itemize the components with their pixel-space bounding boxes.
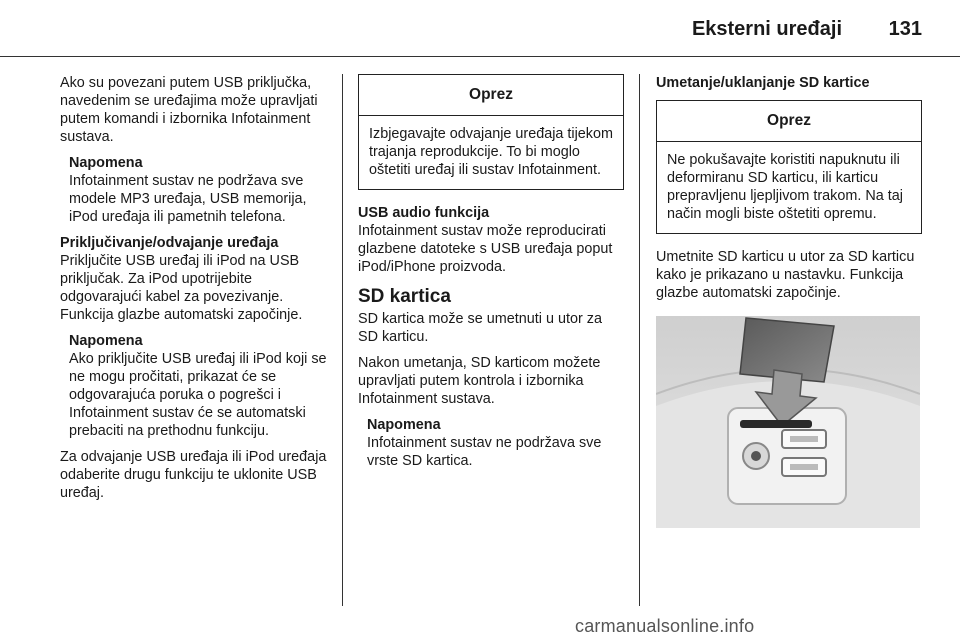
sd-paragraph: SD kartica može se umetnuti u utor za SD karticu. (358, 311, 602, 345)
column-divider (639, 74, 640, 606)
note-text: Ako priključite USB uređaj ili iPod koji se ne mogu pročitati, prikazat će se odgovarajuća poruka o pogrešci i Infotainment sustav će se automatski prebaciti na prethodnu funkciju. (69, 351, 327, 439)
note-text: Infotainment sustav ne podržava sve modele MP3 uređaja, USB memorija, iPod uređaja ili pametnih telefona. (69, 173, 307, 225)
page-title: Eksterni uređaji (691, 18, 842, 40)
note-block (60, 332, 332, 440)
note-title: Napomena (367, 417, 441, 433)
insert-paragraph: Umetnite SD karticu u utor za SD karticu kako je prikazano u nastavku. Funkcija glazbe automatski započinje. (656, 249, 915, 301)
caution-text: Izbjegavajte odvajanje uređaja tijekom trajanja reprodukcije. To bi moglo oštetiti uređaj ili sustav Infotainment. (369, 126, 613, 178)
subheading-sd-insert: Umetanje/uklanjanje SD kartice (656, 75, 870, 91)
sd-card-slot-illustration (656, 316, 920, 528)
column-left (60, 74, 332, 510)
column-divider (342, 74, 343, 606)
usb-paragraph: Infotainment sustav može reproducirati glazbene datoteke s USB uređaja poput iPod/iPhone proizvoda. (358, 223, 613, 275)
caution-title: Oprez (359, 75, 623, 116)
subheading-connect: Priključivanje/odvajanje uređaja (60, 235, 279, 251)
footer-watermark: carmanualsonline.info (575, 616, 755, 636)
caution-text: Ne pokušavajte koristiti napuknutu ili deformiranu SD karticu, ili karticu prepravljenu ljepljivom trakom. Na taj način mogli biste oštetiti opremu. (667, 152, 903, 222)
connect-paragraph: Priključite USB uređaj ili iPod na USB priključak. Za iPod upotrijebite odgovarajući kabel za povezivanje. Funkcija glazbe automatski započinje. (60, 253, 303, 323)
note-block (60, 154, 332, 226)
column-middle (358, 74, 624, 478)
sd-card-slot-icon (656, 316, 920, 528)
note-title: Napomena (69, 333, 143, 349)
note-block (358, 416, 624, 470)
section-title-sd: SD kartica (358, 286, 451, 307)
header-divider (0, 56, 960, 57)
sd-control-paragraph: Nakon umetanja, SD karticom možete upravljati putem kontrola i izbornika Infotainment sustava. (358, 355, 601, 407)
note-title: Napomena (69, 155, 143, 171)
intro-paragraph: Ako su povezani putem USB priključka, navedenim se uređajima može upravljati putem komandi i izbornika Infotainment sustava. (60, 75, 318, 145)
note-text: Infotainment sustav ne podržava sve vrste SD kartica. (367, 435, 602, 469)
page-number: 131 (888, 18, 922, 40)
caution-box (358, 74, 624, 190)
column-right (656, 74, 922, 528)
caution-title: Oprez (657, 101, 921, 142)
caution-box (656, 100, 922, 234)
page-header (0, 0, 960, 58)
subheading-usb-audio: USB audio funkcija (358, 205, 490, 221)
disconnect-paragraph: Za odvajanje USB uređaja ili iPod uređaja odaberite drugu funkciju te uklonite USB uređaj. (60, 449, 327, 501)
